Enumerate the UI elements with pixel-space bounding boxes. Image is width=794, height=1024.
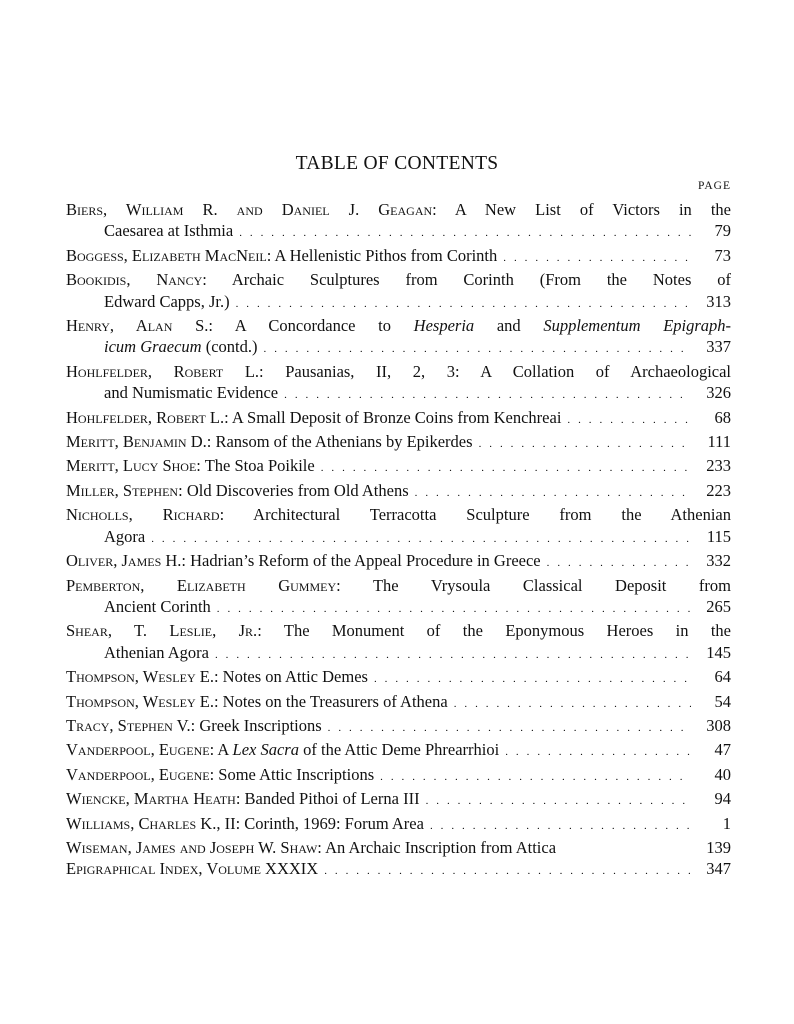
entry-author: Nicholls, Richard <box>66 505 220 525</box>
dot-leader <box>380 764 691 788</box>
entry-author: Shear, T. Leslie, Jr. <box>66 621 258 641</box>
entry-author: Vanderpool, Eugene <box>66 764 210 784</box>
entry-title: Banded Pithoi of Lerna III <box>244 789 420 809</box>
entry-page: 47 <box>714 740 731 760</box>
entry-title: The Monument of the Eponymous Heroes in the <box>283 621 731 641</box>
entry-title: A <box>217 740 229 760</box>
entry-author: Vanderpool, Eugene <box>66 740 210 760</box>
dot-leader <box>328 715 691 739</box>
dot-leader <box>215 642 691 666</box>
toc-entry[interactable]: Meritt, Lucy Shoe: The Stoa Poikile . . . 233 <box>66 455 731 479</box>
entry-page: 115 <box>706 526 731 546</box>
toc-entry[interactable]: Wiseman, James and Joseph W. Shaw: An Archaic Inscription from Attica 139 <box>66 837 731 857</box>
entry-title-cont: and Numismatic Evidence <box>104 383 279 403</box>
entry-author: Wiseman, James and Joseph W. Shaw <box>66 837 318 857</box>
toc-entry[interactable]: Vanderpool, Eugene: Some Attic Inscriptions . . . 40 <box>66 764 731 788</box>
entry-title: Notes on the Treasurers of Athena <box>222 691 448 711</box>
entry-author: Williams, Charles K., II <box>66 813 236 833</box>
entry-title: Some Attic Inscriptions <box>218 764 375 784</box>
dot-leader <box>454 691 691 715</box>
entry-author: Biers, William R. and Daniel J. Geagan <box>66 200 433 219</box>
entry-page: 308 <box>706 715 731 735</box>
entry-title: and <box>496 316 521 336</box>
entry-title: Ransom of the Athenians by Epikerdes <box>215 432 473 452</box>
toc-entry[interactable]: Williams, Charles K., II: Corinth, 1969: Forum Area . . . 1 <box>66 813 731 837</box>
toc-entry[interactable]: Tracy, Stephen V.: Greek Inscriptions . . . 308 <box>66 715 731 739</box>
toc-entry[interactable]: Biers, William R. and Daniel J. Geagan: A New List of Victors in the Caesarea at Isthmia . . . 79 <box>66 199 731 245</box>
dot-leader <box>567 407 691 431</box>
dot-leader <box>284 382 691 406</box>
dot-leader <box>415 480 691 504</box>
toc-entry[interactable]: Nicholls, Richard: Architectural Terracotta Sculpture from the Athenian Agora . . . 115 <box>66 504 731 550</box>
toc-entry[interactable]: Henry, Alan S.: A Concordance to Hesperia and Supplementum Epigraph- icum Graecum (contd.) . . . 337 <box>66 315 731 361</box>
entry-title: Old Discoveries from Old Athens <box>186 480 409 500</box>
entry-title-italic: icum Graecum <box>104 337 202 357</box>
entry-title-cont: Ancient Corinth <box>104 596 211 616</box>
entry-author: Henry, Alan S. <box>66 316 209 336</box>
toc-entry[interactable]: Hohlfelder, Robert L.: Pausanias, II, 2, 3: A Collation of Archaeological and Numismatic Evidence . . . 326 <box>66 361 731 407</box>
dot-leader <box>239 220 691 244</box>
dot-leader <box>217 596 691 620</box>
entry-author: Oliver, James H. <box>66 551 182 571</box>
entry-title-italic: Lex Sacra <box>232 740 299 760</box>
entry-title: The Stoa Poikile <box>204 456 315 476</box>
entry-author: Hohlfelder, Robert L. <box>66 407 225 427</box>
entry-page: 223 <box>706 480 731 500</box>
entry-page: 79 <box>714 221 731 241</box>
entry-title-italic: Hesperia <box>413 316 475 336</box>
entry-title-italic: Supplementum Epigraph- <box>543 316 732 336</box>
toc-entry[interactable]: Vanderpool, Eugene: A Lex Sacra of the Attic Deme Phrearrhioi . . . 47 <box>66 739 731 763</box>
entry-author: Tracy, Stephen V. <box>66 715 191 735</box>
toc-entry[interactable]: Oliver, James H.: Hadrian’s Reform of the Appeal Procedure in Greece . . . 332 <box>66 550 731 574</box>
dot-leader <box>479 431 691 455</box>
entry-title: A Concordance to <box>234 316 391 336</box>
toc-entry[interactable]: Miller, Stephen: Old Discoveries from Old Athens . . . 223 <box>66 480 731 504</box>
entry-author: Boggess, Elizabeth MacNeil <box>66 245 267 265</box>
dot-leader <box>236 291 691 315</box>
entry-page: 68 <box>714 407 731 427</box>
dot-leader <box>426 788 691 812</box>
entry-title-cont: Athenian Agora <box>104 642 209 662</box>
dot-leader <box>430 813 691 837</box>
entry-title-cont: (contd.) <box>205 337 258 357</box>
entry-author: Meritt, Lucy Shoe <box>66 456 197 476</box>
entry-author: Meritt, Benjamin D. <box>66 432 207 452</box>
entry-page: 54 <box>714 691 731 711</box>
entry-page: 94 <box>714 789 731 809</box>
toc-entry[interactable]: Boggess, Elizabeth MacNeil: A Hellenistic Pithos from Corinth . . . 73 <box>66 245 731 269</box>
entry-author: Wiencke, Martha Heath <box>66 789 236 809</box>
entry-title: Pausanias, II, 2, 3: A Collation of Archaeological <box>285 361 732 381</box>
dot-leader <box>151 526 691 550</box>
entry-title: A New List of Victors in the <box>454 200 731 219</box>
entry-page: 111 <box>707 432 731 452</box>
toc-entry[interactable]: Thompson, Wesley E.: Notes on Attic Demes . . . 64 <box>66 666 731 690</box>
entry-title: Notes on Attic Demes <box>222 667 368 687</box>
dot-leader <box>505 739 691 763</box>
entry-page: 313 <box>706 291 731 311</box>
toc-entry[interactable]: Shear, T. Leslie, Jr.: The Monument of the Eponymous Heroes in the Athenian Agora . . . 145 <box>66 620 731 666</box>
entry-page: 332 <box>706 551 731 571</box>
entry-page: 347 <box>706 859 731 879</box>
dot-leader <box>324 858 691 882</box>
entry-author: Hohlfelder, Robert L. <box>66 361 260 381</box>
toc-entry[interactable] <box>66 858 731 882</box>
entry-title: A Small Deposit of Bronze Coins from Kenchreai <box>231 407 562 427</box>
entry-title: A Hellenistic Pithos from Corinth <box>274 245 498 265</box>
toc-list <box>66 199 731 883</box>
entry-title: of the Attic Deme Phrearrhioi <box>303 740 500 760</box>
entry-author: Pemberton, Elizabeth Gummey <box>66 575 337 595</box>
entry-title: The Vrysoula Classical Deposit from <box>372 575 731 595</box>
toc-entry[interactable]: Thompson, Wesley E.: Notes on the Treasurers of Athena . . . 54 <box>66 691 731 715</box>
toc-entry[interactable]: Hohlfelder, Robert L.: A Small Deposit of Bronze Coins from Kenchreai . . . 68 <box>66 407 731 431</box>
entry-title: Greek Inscriptions <box>199 715 322 735</box>
entry-page: 326 <box>706 383 731 403</box>
entry-page: 265 <box>706 596 731 616</box>
entry-title-cont: Edward Capps, Jr.) <box>104 291 230 311</box>
toc-entry[interactable]: Meritt, Benjamin D.: Ransom of the Athenians by Epikerdes . . . 111 <box>66 431 731 455</box>
entry-page: 73 <box>714 245 731 265</box>
entry-author: Thompson, Wesley E. <box>66 691 214 711</box>
dot-leader <box>321 455 691 479</box>
entry-title-cont: Caesarea at Isthmia <box>104 221 234 241</box>
entry-page: 233 <box>706 456 731 476</box>
dot-leader <box>374 666 691 690</box>
page-title: TABLE OF CONTENTS <box>295 153 499 174</box>
entry-page: 145 <box>706 642 731 662</box>
toc-entry[interactable]: Pemberton, Elizabeth Gummey: The Vrysoula Classical Deposit from Ancient Corinth . . . 265 <box>66 575 731 621</box>
entry-title: Corinth, 1969: Forum Area <box>244 813 424 833</box>
toc-entry[interactable]: Wiencke, Martha Heath: Banded Pithoi of Lerna III . . . 94 <box>66 788 731 812</box>
entry-page: 1 <box>722 813 731 833</box>
entry-title: Architectural Terracotta Sculpture from the Athenian <box>253 505 731 525</box>
toc-entry[interactable]: Bookidis, Nancy: Archaic Sculptures from Corinth (From the Notes of Edward Capps, Jr.) . . . 313 <box>66 269 731 315</box>
entry-title: Archaic Sculptures from Corinth (From the Notes of <box>231 270 731 290</box>
dot-leader <box>503 245 691 269</box>
entry-page: 139 <box>706 837 731 857</box>
entry-page: 337 <box>706 337 731 357</box>
dot-leader <box>264 336 691 360</box>
page-column-label: PAGE <box>698 180 731 192</box>
entry-author: Miller, Stephen <box>66 480 179 500</box>
entry-author: Epigraphical Index, Volume XXXIX <box>66 859 319 879</box>
entry-author: Bookidis, Nancy <box>66 270 203 290</box>
entry-page: 64 <box>714 667 731 687</box>
entry-title: Hadrian’s Reform of the Appeal Procedure in Greece <box>190 551 541 571</box>
entry-title: An Archaic Inscription from Attica <box>325 837 557 857</box>
entry-author: Thompson, Wesley E. <box>66 667 214 687</box>
dot-leader <box>547 550 691 574</box>
entry-title-cont: Agora <box>104 526 146 546</box>
entry-page: 40 <box>714 764 731 784</box>
